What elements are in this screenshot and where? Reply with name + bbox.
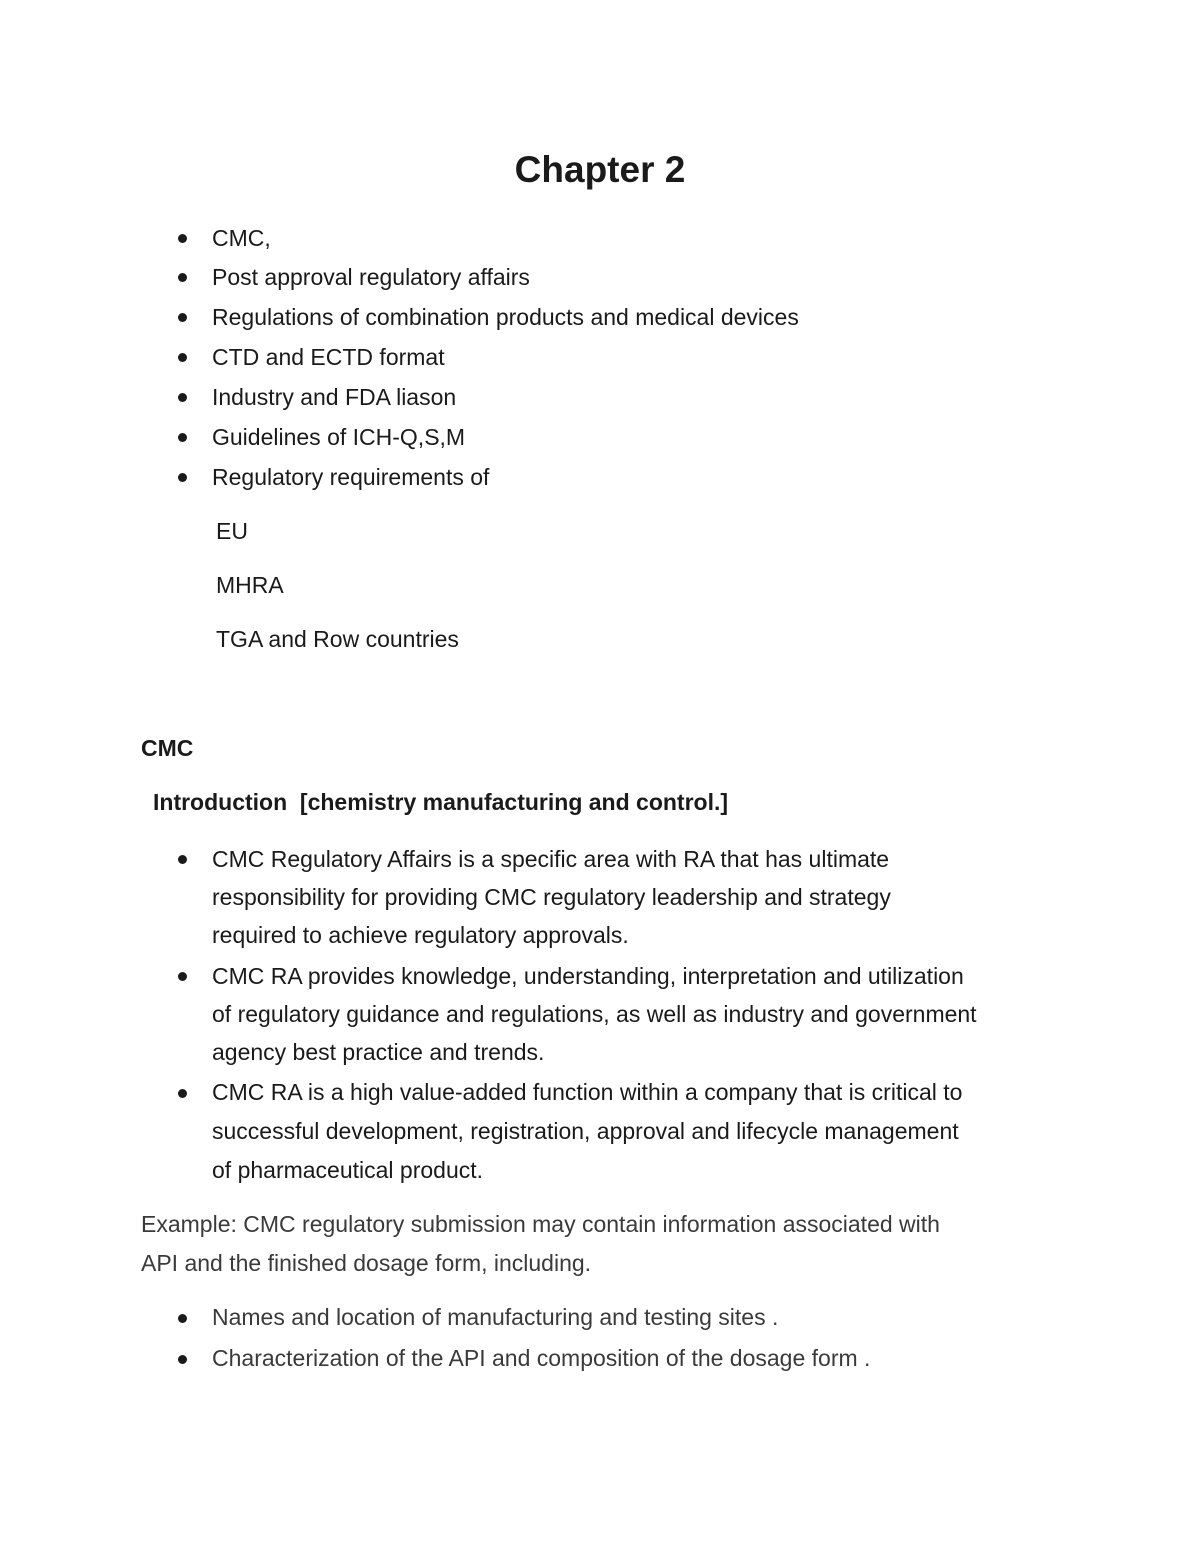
region-item: EU (216, 518, 248, 544)
bullet-icon (178, 972, 187, 981)
region-item: TGA and Row countries (216, 626, 459, 652)
point-line: CMC RA is a high value-added function within a company that is critical to (212, 1079, 963, 1105)
region-item: MHRA (216, 572, 284, 598)
point-line: successful development, registration, approval and lifecycle management (212, 1118, 959, 1144)
bullet-icon (178, 393, 187, 402)
topic-item: CMC, (212, 225, 271, 251)
example-item: Characterization of the API and composition of the dosage form . (212, 1345, 871, 1371)
point-line: responsibility for providing CMC regulatory leadership and strategy (212, 884, 891, 910)
point-line: required to achieve regulatory approvals. (212, 922, 629, 948)
topic-item: Regulatory requirements of (212, 464, 490, 490)
point-line: CMC RA provides knowledge, understanding, interpretation and utilization (212, 963, 964, 989)
chapter-title: Chapter 2 (514, 149, 686, 190)
example-line: Example: CMC regulatory submission may contain information associated with (141, 1211, 940, 1237)
example-line: API and the finished dosage form, including. (141, 1250, 592, 1276)
section-heading: CMC (141, 735, 194, 761)
bullet-icon (178, 1089, 187, 1098)
bullet-icon (178, 1314, 187, 1323)
point-line: agency best practice and trends. (212, 1039, 545, 1065)
bullet-icon (178, 433, 187, 442)
example-item: Names and location of manufacturing and testing sites . (212, 1304, 779, 1330)
bullet-icon (178, 353, 187, 362)
point-line: of regulatory guidance and regulations, as well as industry and government (212, 1001, 977, 1027)
bullet-icon (178, 313, 187, 322)
topic-item: Post approval regulatory affairs (212, 264, 530, 290)
point-line: CMC Regulatory Affairs is a specific area with RA that has ultimate (212, 846, 890, 872)
topic-item: CTD and ECTD format (212, 344, 445, 370)
bullet-icon (178, 234, 187, 243)
intro-heading: Introduction [chemistry manufacturing and control.] (153, 789, 729, 815)
topic-item: Industry and FDA liason (212, 384, 457, 410)
bullet-icon (178, 273, 187, 282)
topic-item: Guidelines of ICH-Q,S,M (212, 424, 466, 450)
point-line: of pharmaceutical product. (212, 1157, 484, 1183)
bullet-icon (178, 855, 187, 864)
bullet-icon (178, 1355, 187, 1364)
bullet-icon (178, 473, 187, 482)
topic-item: Regulations of combination products and medical devices (212, 304, 799, 330)
